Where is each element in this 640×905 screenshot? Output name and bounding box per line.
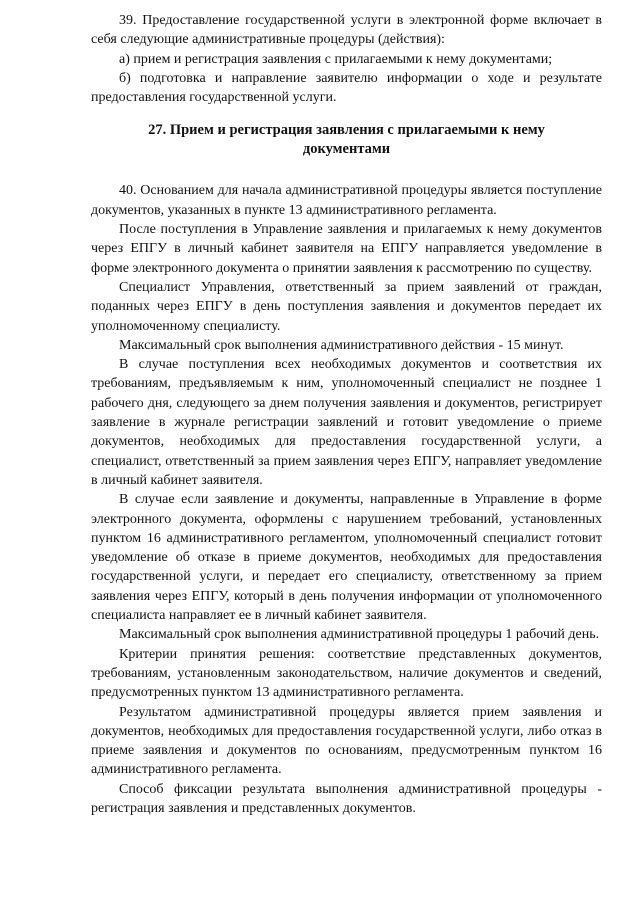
paragraph-39: 39. Предоставление государственной услуги в электронной форме включает в себя следующие административные процедуры (действия): — [91, 13, 602, 48]
paragraph: Результатом административной процедуры является прием заявления и документов, необходимых для предоставления государственной услуги, либо отказ в приеме заявления и документов по основаниям, предусмотренным пунктом 16 административного регламента. — [91, 704, 602, 778]
paragraph: В случае если заявление и документы, направленные в Управление в форме электронного документа, оформлены с нарушением требований, установленных пунктом 16 административного регламентом, уполномоченный специалист готовит уведомление об отказе в приеме документов, необходимых для предоставления государственной услуги, и передает его специалисту, ответственному за прием заявления через ЕПГУ, который в день получения информации от уполномоченного специалиста направляет ее в личный кабинет заявителя. — [91, 492, 602, 624]
list-item-a: а) прием и регистрация заявления с прилагаемыми к нему документами; — [119, 51, 553, 67]
paragraph: Специалист Управления, ответственный за прием заявлений от граждан, поданных через ЕПГУ в день поступления заявления и документов передает их уполномоченному специалисту. — [91, 279, 602, 334]
paragraph: Способ фиксации результата выполнения административной процедуры - регистрация заявления и представленных документов. — [91, 781, 602, 816]
list-item-b: б) подготовка и направление заявителю информации о ходе и результате предоставления государственной услуги. — [91, 70, 602, 106]
section-heading: 27. Прием и регистрация заявления с прилагаемыми к нему документами — [148, 122, 545, 158]
document-body — [91, 11, 602, 818]
paragraph-40: 40. Основанием для начала административной процедуры является поступление документов, указанных в пункте 13 административного регламента. — [91, 183, 602, 218]
paragraph: В случае поступления всех необходимых документов и соответствия их требованиям, предъявляемым к ним, уполномоченный специалист не позднее 1 рабочего дня, следующего за днем получения заявления и документов, регистрирует заявление в журнале регистрации заявлений и готовит уведомление о приеме документов, необходимых для предоставления государственной услуги, а специалист, ответственный за прием заявления через ЕПГУ, направляет уведомление в личный кабинет заявителя. — [91, 357, 602, 488]
paragraph: Максимальный срок выполнения административного действия - 15 минут. — [119, 337, 564, 353]
paragraph: Максимальный срок выполнения административной процедуры 1 рабочий день. — [119, 627, 600, 643]
paragraph: Критерии принятия решения: соответствие представленных документов, требованиям, установленным законодательством, наличие документов и сведений, предусмотренных пунктом 13 административного регламента. — [91, 646, 602, 701]
paragraph: После поступления в Управление заявления и прилагаемых к нему документов через ЕПГУ в личный кабинет заявителя на ЕПГУ направляется уведомление в форме электронного документа о принятии заявления к рассмотрению по существу. — [91, 222, 602, 276]
